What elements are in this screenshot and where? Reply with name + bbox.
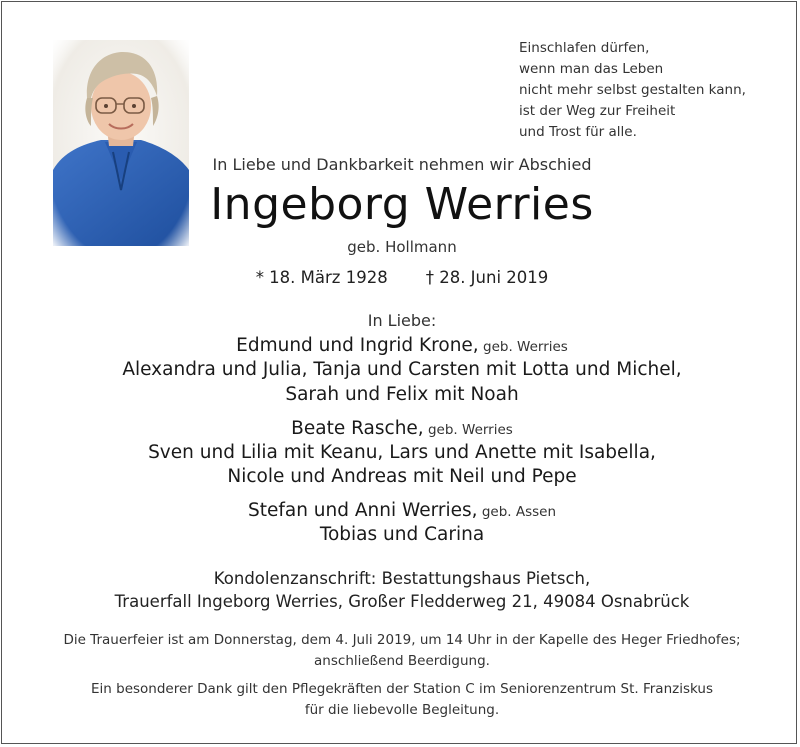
family-line: Alexandra und Julia, Tanja und Carsten mit Lotta und Michel,: [122, 359, 682, 380]
thanks-text: Ein besonderer Dank gilt den Pflegekräften der Station C im Seniorenzentrum St. Franziskus: [91, 681, 713, 697]
family-head: [2, 335, 800, 356]
family-head: [2, 418, 800, 439]
condolence-line: Kondolenzanschrift: Bestattungshaus Pietsch,: [213, 569, 591, 588]
family-head-names: Stefan und Anni Werries,: [247, 500, 478, 521]
family-line: Tobias und Carina: [319, 524, 485, 545]
family-head-names: Beate Rasche,: [291, 418, 424, 439]
family-head-names: Edmund und Ingrid Krone,: [236, 335, 479, 356]
poem-line: nicht mehr selbst gestalten kann,: [519, 82, 746, 98]
poem-line: wenn man das Leben: [519, 61, 664, 77]
funeral-info: Die Trauerfeier ist am Donnerstag, dem 4. Juli 2019, um 14 Uhr in der Kapelle des Heger Friedhofes;: [63, 632, 741, 648]
death-date: † 28. Juni 2019: [425, 268, 549, 287]
life-dates: [2, 268, 800, 287]
birth-date: * 18. März 1928: [255, 268, 388, 287]
poem-line: Einschlafen dürfen,: [519, 40, 650, 56]
family-line: Sarah und Felix mit Noah: [285, 384, 519, 405]
family-head-note: geb. Werries: [423, 422, 513, 438]
maiden-name: geb. Hollmann: [347, 238, 457, 256]
poem: [519, 38, 746, 143]
condolence-address: Trauerfall Ingeborg Werries, Großer Fledderweg 21, 49084 Osnabrück: [114, 592, 690, 611]
intro-text: In Liebe und Dankbarkeit nehmen wir Abschied: [212, 155, 592, 174]
thanks-text-2: für die liebevolle Begleitung.: [304, 702, 500, 718]
family-head-note: geb. Assen: [477, 504, 557, 520]
deceased-name: Ingeborg Werries: [210, 179, 594, 230]
poem-line: und Trost für alle.: [519, 124, 637, 140]
family-line: Nicole und Andreas mit Neil und Pepe: [227, 466, 577, 487]
obituary-frame: [1, 1, 797, 744]
poem-line: ist der Weg zur Freiheit: [519, 103, 676, 119]
funeral-info-2: anschließend Beerdigung.: [314, 653, 490, 669]
family-line: Sven und Lilia mit Keanu, Lars und Anette mit Isabella,: [148, 442, 656, 463]
family-head-note: geb. Werries: [478, 339, 568, 355]
family-head: [2, 500, 800, 521]
mourners-label: In Liebe:: [367, 311, 437, 330]
